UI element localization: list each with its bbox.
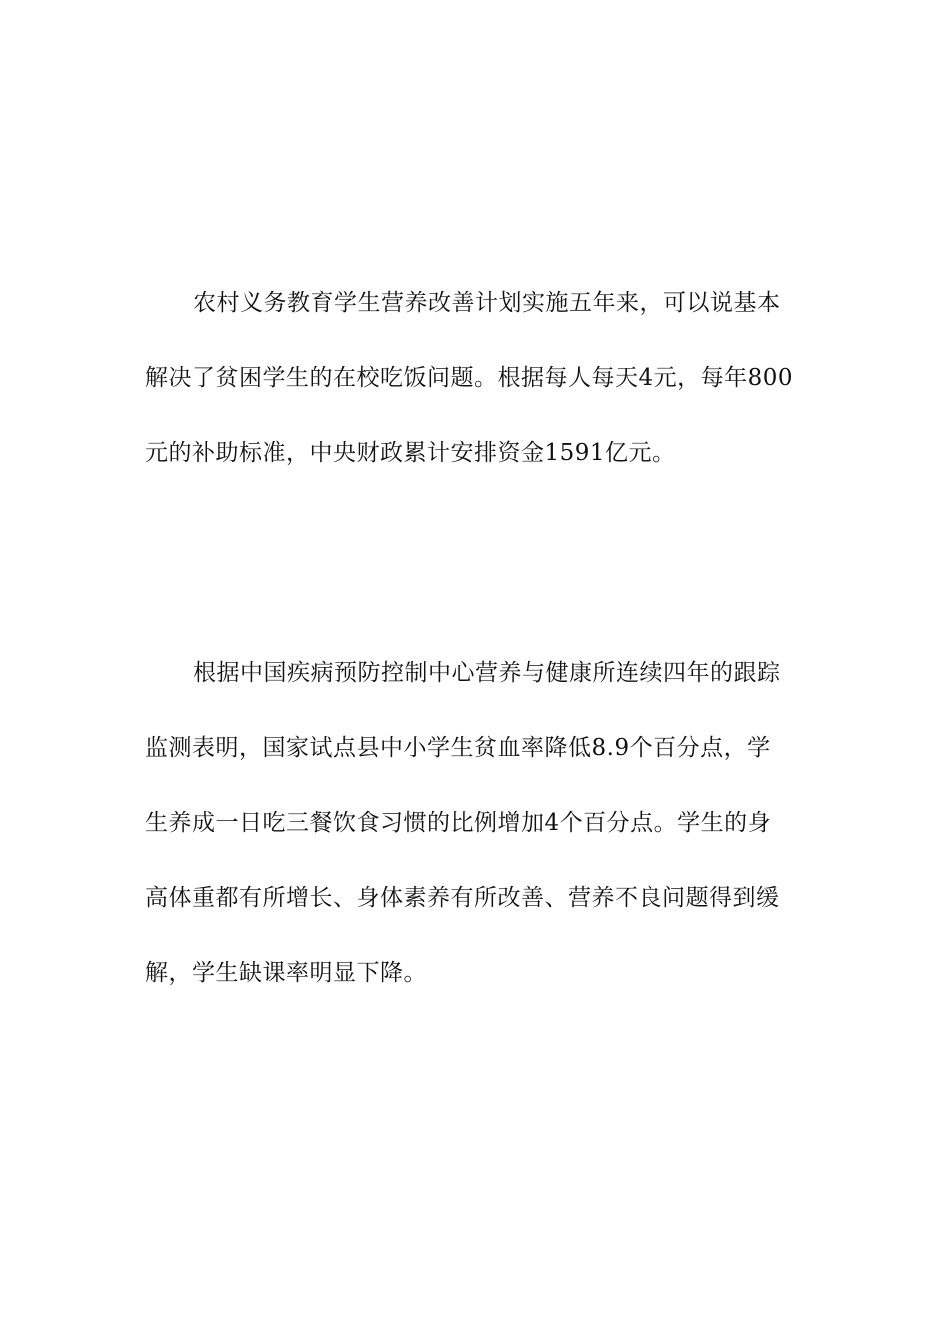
paragraph-line: 解，学生缺课率明显下降。 bbox=[145, 960, 427, 986]
paragraph-line: 元的补助标准，中央财政累计安排资金1591亿元。 bbox=[145, 440, 676, 466]
paragraph-line: 生养成一日吃三餐饮食习惯的比例增加4个百分点。学生的身 bbox=[145, 810, 772, 836]
paragraph-line: 根据中国疾病预防控制中心营养与健康所连续四年的跟踪 bbox=[193, 660, 781, 686]
paragraph-line: 高体重都有所增长、身体素养有所改善、营养不良问题得到缓 bbox=[145, 885, 780, 911]
paragraph-line: 监测表明，国家试点县中小学生贫血率降低8.9个百分点，学 bbox=[145, 735, 771, 761]
paragraph-line: 解决了贫困学生的在校吃饭问题。根据每人每天4元，每年800 bbox=[145, 365, 794, 391]
paragraph-line: 农村义务教育学生营养改善计划实施五年来，可以说基本 bbox=[193, 290, 781, 316]
